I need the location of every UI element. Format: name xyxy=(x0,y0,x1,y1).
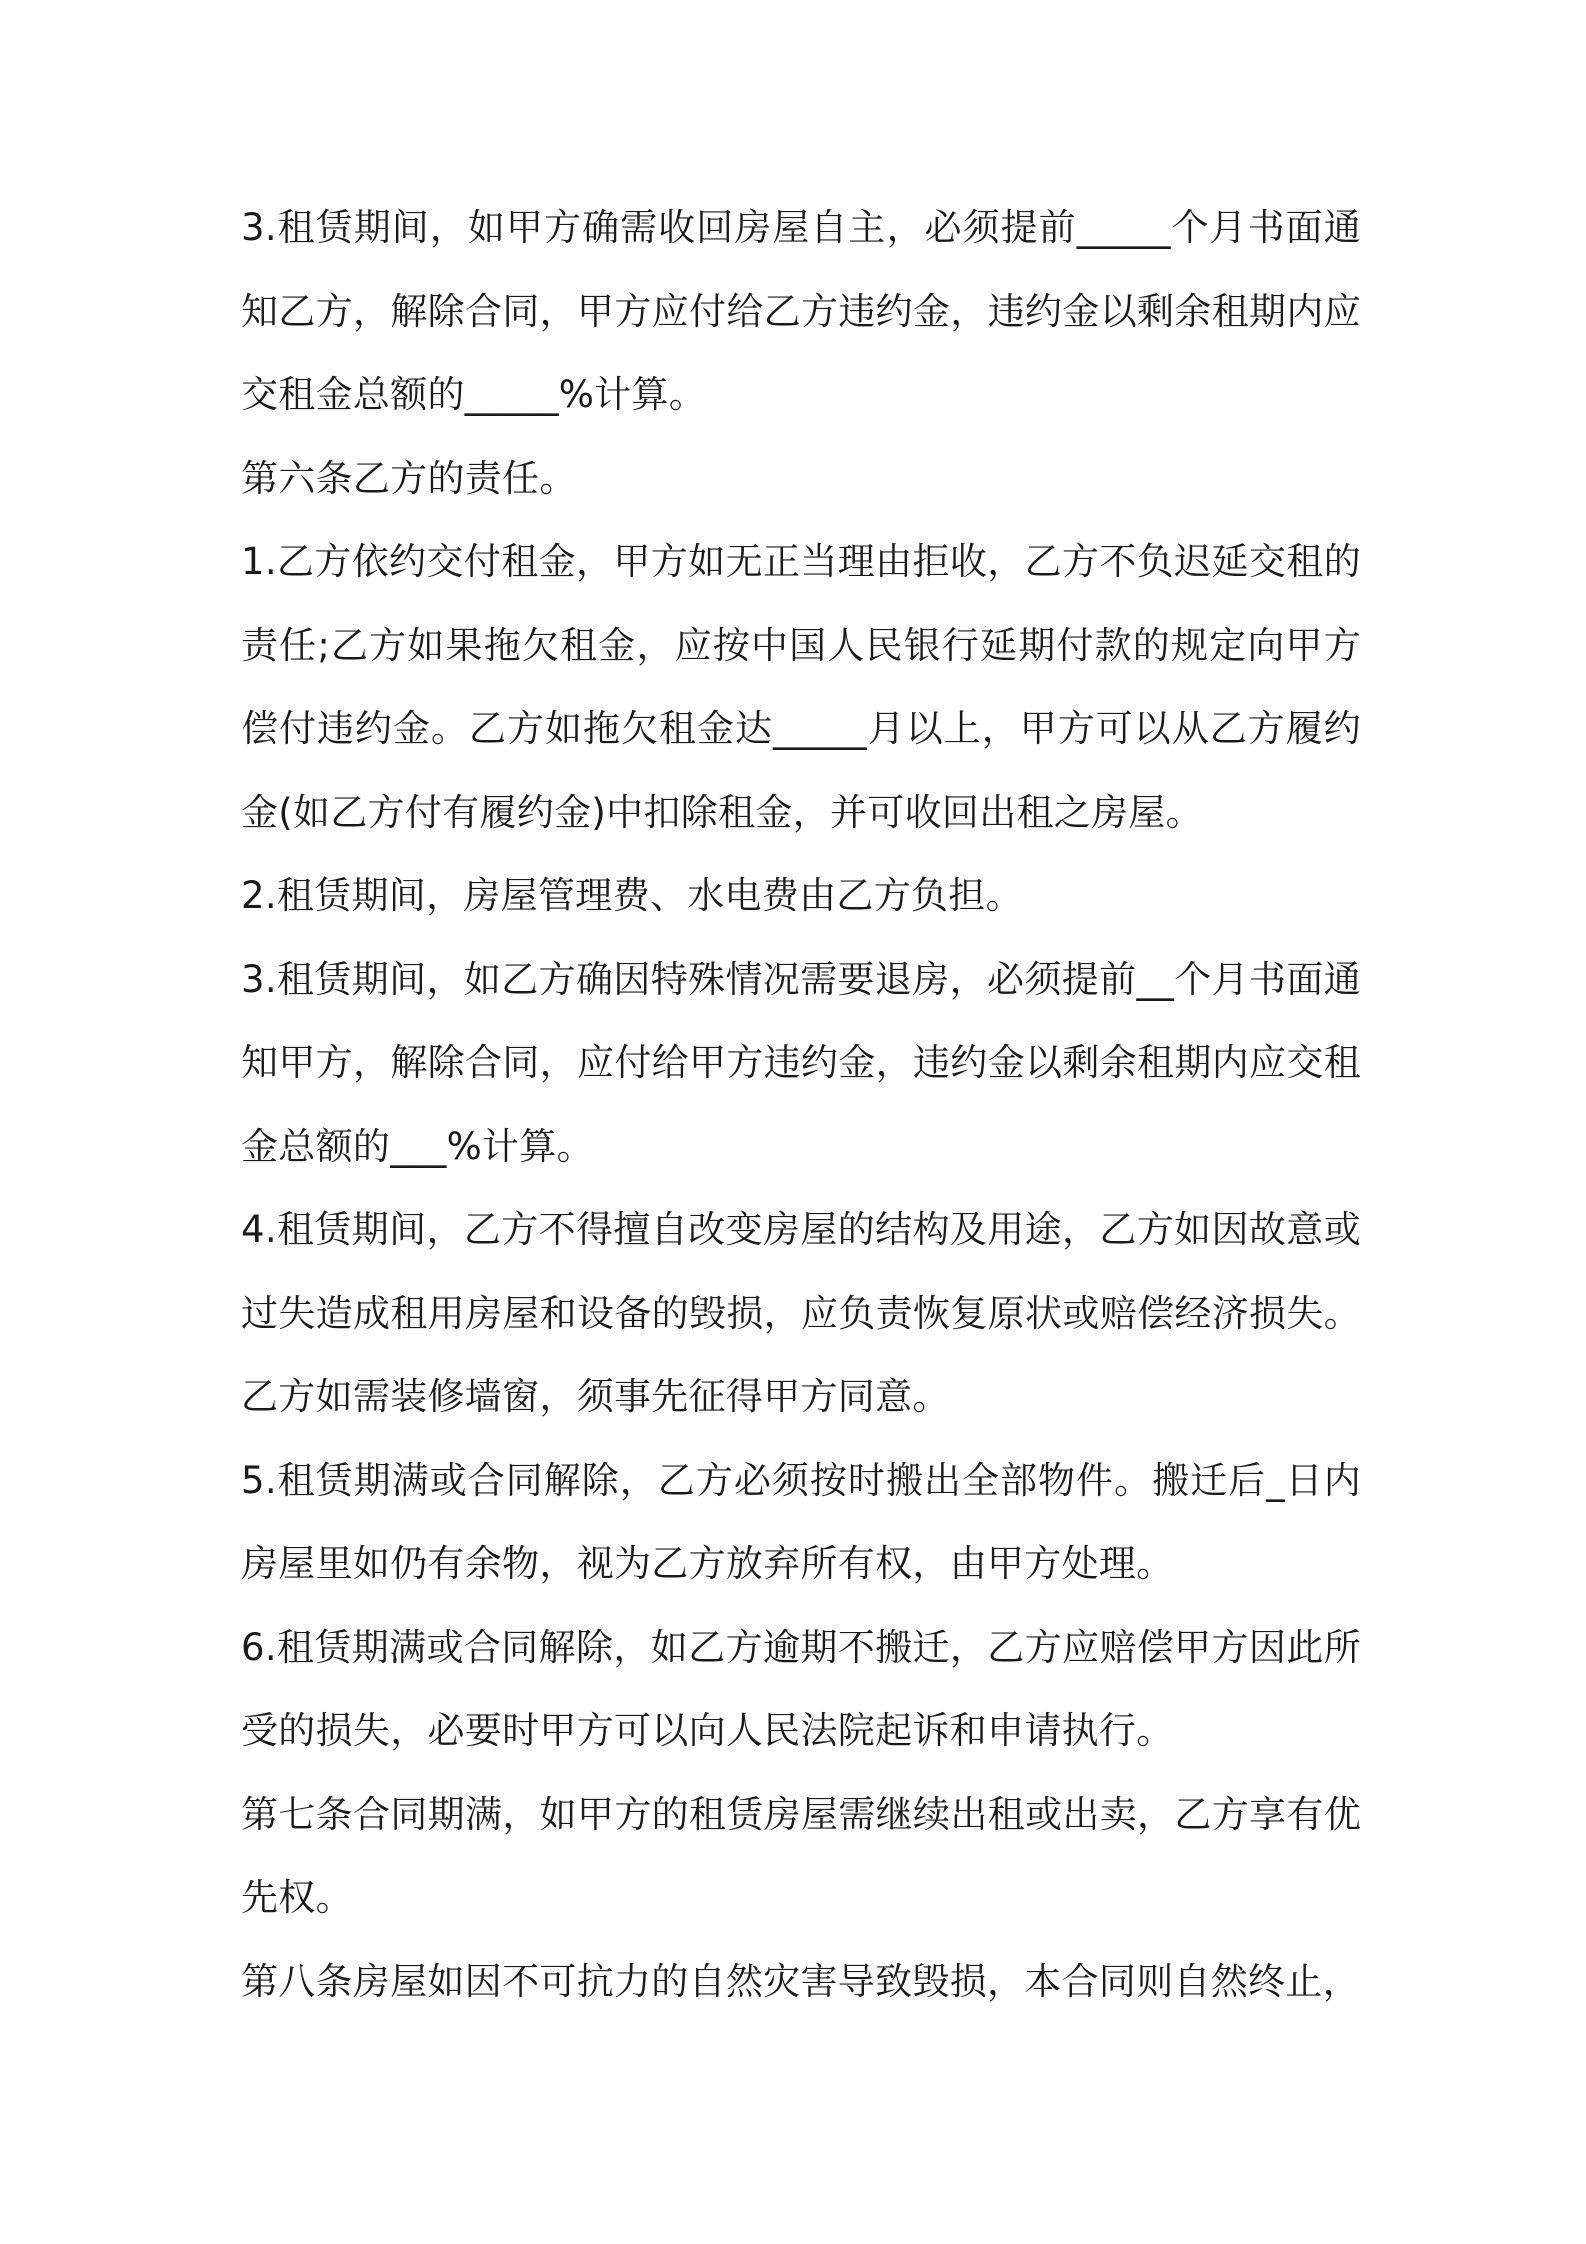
paragraph-clause-6-4: 4.租赁期间，乙方不得擅自改变房屋的结构及用途，乙方如因故意或过失造成租用房屋和设备的毁损，应负责恢复原状或赔偿经济损失。乙方如需装修墙窗，须事先征得甲方同意。 xyxy=(241,1208,1361,1418)
paragraph-clause-6-5: 5.租赁期满或合同解除，乙方必须按时搬出全部物件。搬迁后_日内房屋里如仍有余物，视为乙方放弃所有权，由甲方处理。 xyxy=(241,1458,1361,1585)
paragraph-clause-6-2: 2.租赁期间，房屋管理费、水电费由乙方负担。 xyxy=(241,874,1023,917)
paragraph-clause-6-1: 1.乙方依约交付租金，甲方如无正当理由拒收，乙方不负迟延交租的责任;乙方如果拖欠租金，应按中国人民银行延期付款的规定向甲方偿付违约金。乙方如拖欠租金达_____月以上，甲方可以从乙方履约金(如乙方付有履约金)中扣除租金，并可收回出租之房屋。 xyxy=(241,540,1361,834)
document-body xyxy=(241,186,1361,2023)
paragraph-clause-5-3: 3.租赁期间，如甲方确需收回房屋自主，必须提前_____个月书面通知乙方，解除合同，甲方应付给乙方违约金，违约金以剩余租期内应交租金总额的_____%计算。 xyxy=(241,206,1361,416)
paragraph-article-8: 第八条房屋如因不可抗力的自然灾害导致毁损，本合同则自然终止， xyxy=(241,1959,1360,2003)
paragraph-article-6-heading: 第六条乙方的责任。 xyxy=(241,456,577,500)
paragraph-clause-6-3: 3.租赁期间，如乙方确因特殊情况需要退房，必须提前__个月书面通知甲方，解除合同，应付给甲方违约金，违约金以剩余租期内应交租金总额的___%计算。 xyxy=(241,957,1361,1168)
paragraph-clause-6-6: 6.租赁期满或合同解除，如乙方逾期不搬迁，乙方应赔偿甲方因此所受的损失，必要时甲方可以向人民法院起诉和申请执行。 xyxy=(241,1625,1361,1752)
paragraph-article-7: 第七条合同期满，如甲方的租赁房屋需继续出租或出卖，乙方享有优先权。 xyxy=(241,1792,1361,1919)
